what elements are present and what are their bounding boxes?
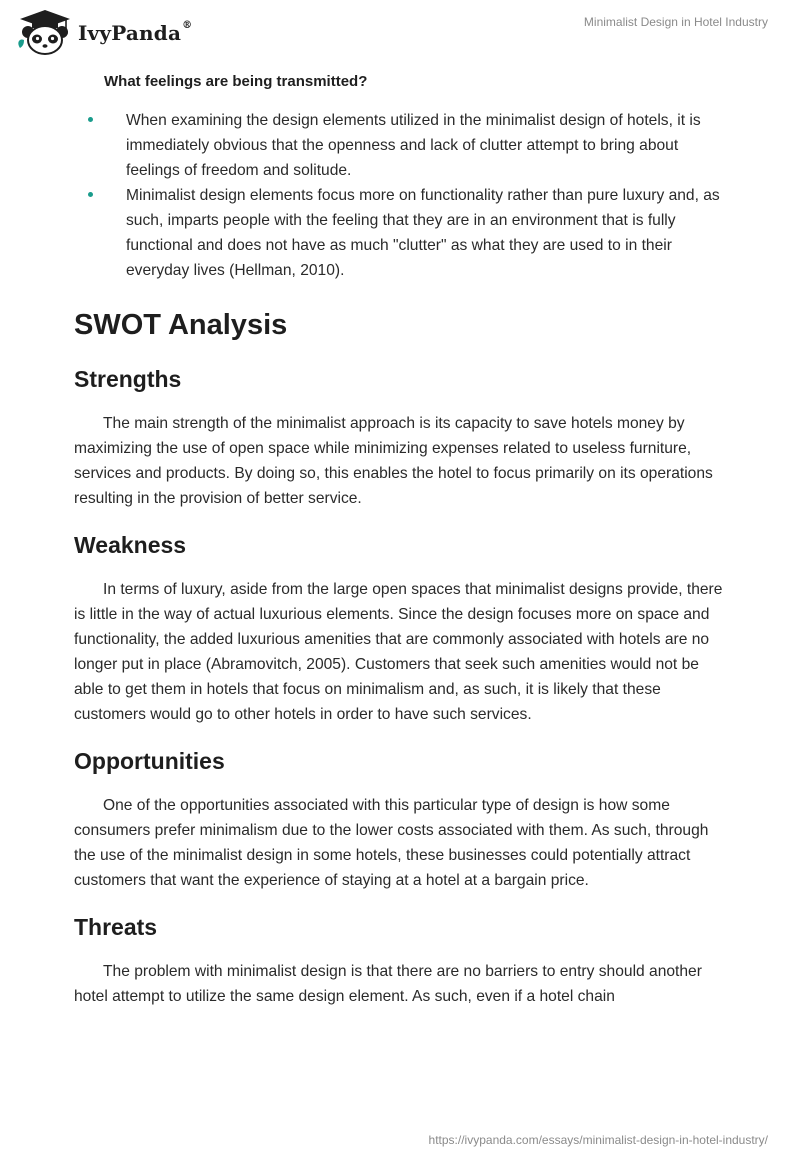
- brand-name[interactable]: IvyPanda®: [78, 20, 193, 45]
- panda-logo-icon[interactable]: [14, 8, 76, 56]
- bullet-text: Minimalist design elements focus more on functionality rather than pure luxury and, as such, imparts people with the feeling that they are in an environment that is fully functional and does not have as much "clutter" as what they are used to in their everyday lives (Hellman, 2010).: [126, 187, 720, 279]
- threats-heading: Threats: [74, 914, 158, 940]
- opportunities-paragraph: One of the opportunities associated with this particular type of design is how some consumers prefer minimalism due to the lower costs associated with them. As such, through the use of the minimalist design in some hotels, these businesses could potentially attract customers that want the experience of staying at a hotel at a bargain price.: [74, 797, 709, 889]
- weakness-heading: Weakness: [74, 532, 187, 558]
- registered-mark: ®: [182, 20, 193, 32]
- weakness-paragraph: In terms of luxury, aside from the large open spaces that minimalist designs provide, there is little in the way of actual luxurious elements. Since the design focuses more on space and functionality, the added luxurious amenities that are commonly associated with hotels are no longer put in place (Abramovitch, 2005). Customers that seek such amenities would not be able to get them in hotels that focus on minimalism and, as such, it is likely that these customers would go to other hotels in order to have such services.: [74, 581, 723, 723]
- feelings-question: What feelings are being transmitted?: [104, 73, 368, 90]
- document-title: Minimalist Design in Hotel Industry: [583, 15, 768, 29]
- bullet-dot-icon: [88, 117, 93, 122]
- page-header: [0, 0, 800, 56]
- source-url-link[interactable]: https://ivypanda.com/essays/minimalist-design-in-hotel-industry/: [428, 1133, 768, 1147]
- strengths-paragraph: The main strength of the minimalist approach is its capacity to save hotels money by maximizing the use of open space while minimizing expenses related to useless furniture, services and products. By doing so, this enables the hotel to focus primarily on its operations resulting in the provision of better service.: [74, 415, 713, 507]
- opportunities-heading: Opportunities: [74, 748, 225, 774]
- bullet-item: [74, 183, 724, 283]
- feelings-bullet-list: [74, 108, 724, 283]
- bullet-item: [74, 108, 724, 183]
- threats-paragraph: The problem with minimalist design is that there are no barriers to entry should another hotel attempt to utilize the same design element. As such, even if a hotel chain: [74, 963, 702, 1005]
- essay-content: [74, 70, 724, 1009]
- strengths-heading: Strengths: [74, 366, 182, 392]
- swot-heading: SWOT Analysis: [74, 309, 288, 341]
- bullet-dot-icon: [88, 192, 93, 197]
- bullet-text: When examining the design elements utilized in the minimalist design of hotels, it is immediately obvious that the openness and lack of clutter attempt to bring about feelings of freedom and solitude.: [126, 112, 701, 179]
